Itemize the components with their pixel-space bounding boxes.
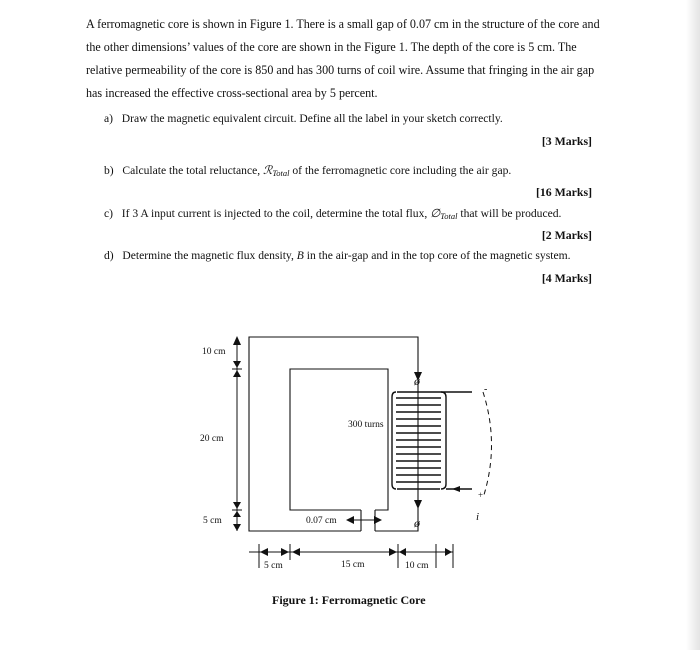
question-c-text-after: that will be produced. bbox=[457, 207, 562, 220]
question-b-text-after: of the ferromagnetic core including the air gap. bbox=[289, 164, 512, 177]
gap-label: 0.07 cm bbox=[306, 516, 337, 526]
flux-subscript: Total bbox=[440, 211, 458, 221]
flux-arrowhead-bottom bbox=[414, 500, 422, 509]
question-b-marks: [16 Marks] bbox=[535, 185, 592, 199]
reluctance-subscript: Total bbox=[272, 168, 290, 178]
polarity-plus: + bbox=[478, 490, 484, 500]
core-inner-outline bbox=[290, 369, 388, 510]
coil-voltage-arc bbox=[483, 392, 492, 498]
reluctance-symbol: ℛ bbox=[263, 164, 273, 177]
dim-label-5cm-horizontal: 5 cm bbox=[264, 561, 283, 571]
statement-line-2: the other dimensions’ values of the core are shown in the Figure 1. The depth of the core is 5 cm. The bbox=[86, 40, 577, 54]
statement-line-3: relative permeability of the core is 850 and has 300 turns of coil wire. Assume that fringing in the air gap bbox=[86, 63, 595, 77]
question-d-text-before: Determine the magnetic flux density, bbox=[122, 249, 297, 262]
dim-label-10cm-horizontal: 10 cm bbox=[405, 561, 429, 571]
coil-winding bbox=[392, 392, 472, 489]
question-c-text-before: If 3 A input current is injected to the coil, determine the total flux, bbox=[121, 207, 431, 220]
question-d-text-after: in the air-gap and in the top core of the magnetic system. bbox=[303, 249, 571, 262]
statement-line-4: has increased the effective cross-sectional area by 5 percent. bbox=[86, 86, 378, 100]
dim-label-10cm-vertical: 10 cm bbox=[202, 347, 226, 357]
question-d-marks: [4 Marks] bbox=[541, 271, 592, 285]
turns-label: 300 turns bbox=[348, 420, 384, 430]
figure-caption: Figure 1: Ferromagnetic Core bbox=[272, 593, 426, 607]
polarity-minus: - bbox=[484, 384, 488, 395]
page-shadow-edge bbox=[686, 0, 700, 650]
question-a-marks: [3 Marks] bbox=[541, 134, 592, 148]
question-c-label: c) bbox=[104, 207, 114, 220]
question-b-text-before: Calculate the total reluctance, bbox=[122, 164, 264, 177]
flux-symbol: ∅ bbox=[430, 207, 441, 220]
question-c-marks: [2 Marks] bbox=[541, 228, 592, 242]
current-label: i bbox=[476, 511, 480, 523]
flux-label-bottom: ø bbox=[414, 516, 420, 530]
question-a-text: Draw the magnetic equivalent circuit. Define all the label in your sketch correctly. bbox=[121, 112, 503, 125]
dim-label-20cm: 20 cm bbox=[200, 434, 224, 444]
flux-density-symbol: B bbox=[296, 249, 304, 262]
question-a-label: a) bbox=[104, 112, 114, 125]
statement-line-1: A ferromagnetic core is shown in Figure 1. There is a small gap of 0.07 cm in the structure of the core and bbox=[86, 17, 600, 31]
question-d-label: d) bbox=[104, 249, 114, 262]
dim-label-5cm-vertical: 5 cm bbox=[203, 516, 222, 526]
question-b-label: b) bbox=[104, 164, 114, 177]
dim-label-15cm: 15 cm bbox=[341, 560, 365, 570]
current-arrowhead bbox=[452, 486, 460, 492]
flux-label-top: ø bbox=[414, 374, 420, 388]
